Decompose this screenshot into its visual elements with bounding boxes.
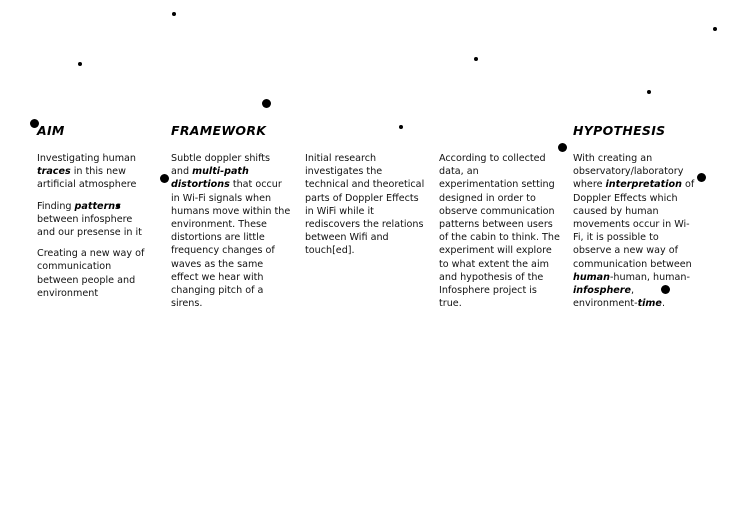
framework-heading: FRAMEWORK: [171, 123, 267, 138]
aim-heading: AIM: [37, 123, 65, 138]
hypothesis-heading: HYPOTHESIS: [573, 123, 666, 138]
decor-dot: [474, 57, 478, 61]
traces-emphasis: traces: [37, 166, 71, 178]
decor-dot: [172, 12, 176, 16]
research-column: [305, 123, 425, 266]
interpretation-emphasis: interpretation: [605, 179, 682, 191]
framework-column: [171, 123, 291, 318]
decor-dot: [713, 27, 717, 31]
patterns-emphasis: patterns: [74, 200, 121, 212]
research-paragraph: Initial research investigates the technical and theoretical parts of Doppler Effects in WiFi while it rediscovers the relations between Wifi and touch[ed].: [305, 153, 425, 257]
hypothesis-column: [573, 123, 697, 318]
aim-paragraph-communication: Creating a new way of communication between people and environment: [37, 248, 145, 299]
decor-dot: [647, 90, 651, 94]
multi-path-emphasis: multi-path distortions: [171, 166, 249, 191]
time-emphasis: time: [637, 298, 662, 310]
decor-dot: [78, 62, 82, 66]
decor-dot: [697, 173, 706, 182]
experiment-heading-spacer: [439, 123, 561, 139]
experiment-paragraph: According to collected data, an experimentation setting designed in order to observe communication patterns between users of the cabin to think. The experiment will explore to what extent the aim and hypothesis of the Infosphere project is true.: [439, 153, 560, 310]
hypothesis-paragraph: With creating an observatory/laboratory where interpretation of Doppler Effects which caused by human movements occur in Wi-Fi, it is possible to observe a new way of communication between human-human, human-infosphere, environment-time.: [573, 153, 695, 310]
experiment-column: [439, 123, 561, 318]
aim-paragraph-traces: Investigating human traces in this new artificial atmosphere: [37, 153, 137, 191]
framework-paragraph: Subtle doppler shifts and multi-path distortions that occur in Wi-Fi signals when humans move within the environment. These distortions are little frequency changes of waves as the same effect we hear with changing pitch of a sirens.: [171, 153, 291, 310]
decor-dot: [160, 174, 169, 183]
infosphere-emphasis: infosphere: [573, 285, 632, 297]
research-heading-spacer: [305, 123, 425, 139]
aim-paragraph-patterns: Finding patterns between infosphere and our presense in it: [37, 200, 142, 239]
human-emphasis: human: [573, 271, 610, 283]
aim-column: [37, 123, 149, 308]
decor-dot: [262, 99, 271, 108]
